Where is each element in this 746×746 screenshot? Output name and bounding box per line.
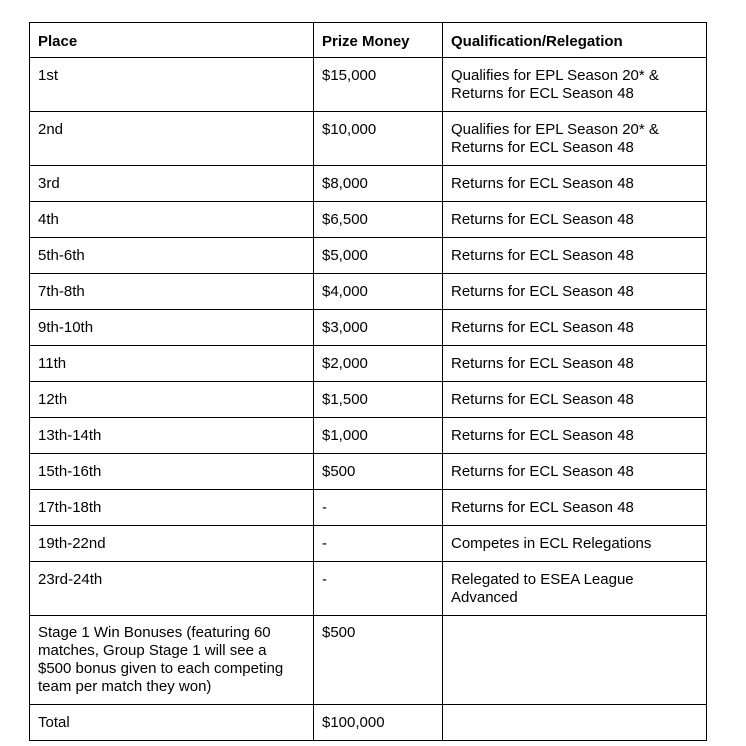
qualification-cell-line: Returns for ECL Season 48: [451, 427, 634, 444]
prize-cell: $5,000: [314, 238, 443, 274]
prize-cell: -: [314, 526, 443, 562]
place-cell: 3rd: [30, 166, 314, 202]
qualification-cell: [443, 418, 707, 454]
qualification-cell-line: Returns for ECL Season 48: [451, 463, 634, 480]
place-cell: 12th: [30, 382, 314, 418]
prize-cell: $10,000: [314, 112, 443, 166]
place-cell: 4th: [30, 202, 314, 238]
stage-bonus-description: [30, 616, 314, 705]
qualification-cell-line: Returns for ECL Season 48: [451, 85, 634, 102]
stage-bonus-description-line: team per match they won): [38, 678, 212, 695]
qualification-cell: [443, 562, 707, 616]
prize-cell: $1,500: [314, 382, 443, 418]
qualification-cell-line: Returns for ECL Season 48: [451, 211, 634, 228]
qualification-cell-line: Returns for ECL Season 48: [451, 247, 634, 264]
prize-cell: $6,500: [314, 202, 443, 238]
qualification-cell: [443, 274, 707, 310]
qualification-cell-line: Returns for ECL Season 48: [451, 355, 634, 372]
table-row: [30, 166, 707, 202]
place-cell: 13th-14th: [30, 418, 314, 454]
table-row: [30, 310, 707, 346]
qualification-cell-line: Qualifies for EPL Season 20* &: [451, 67, 659, 84]
qualification-cell-line: Returns for ECL Season 48: [451, 319, 634, 336]
qualification-cell: [443, 310, 707, 346]
prize-cell: $15,000: [314, 58, 443, 112]
prize-table: [29, 22, 707, 741]
place-cell: 23rd-24th: [30, 562, 314, 616]
stage-bonus-qualification: [443, 616, 707, 705]
place-cell: 9th-10th: [30, 310, 314, 346]
table-body: [30, 58, 707, 741]
prize-cell: $3,000: [314, 310, 443, 346]
qualification-cell: [443, 238, 707, 274]
place-cell: 2nd: [30, 112, 314, 166]
place-cell: 11th: [30, 346, 314, 382]
prize-cell: $8,000: [314, 166, 443, 202]
qualification-cell-line: Qualifies for EPL Season 20* &: [451, 121, 659, 138]
stage-bonus-description-line: Stage 1 Win Bonuses (featuring 60: [38, 624, 271, 641]
qualification-cell: [443, 454, 707, 490]
table-row: [30, 112, 707, 166]
place-cell: 19th-22nd: [30, 526, 314, 562]
total-label: Total: [30, 705, 314, 741]
prize-cell: $4,000: [314, 274, 443, 310]
qualification-cell-line: Relegated to ESEA League: [451, 571, 634, 588]
stage-bonus-row: [30, 616, 707, 705]
qualification-cell: [443, 112, 707, 166]
qualification-cell-line: Returns for ECL Season 48: [451, 499, 634, 516]
qualification-cell-line: Advanced: [451, 589, 518, 606]
header-row: [30, 23, 707, 58]
prize-cell: -: [314, 562, 443, 616]
qualification-cell: [443, 526, 707, 562]
qualification-cell: [443, 382, 707, 418]
stage-bonus-description-line: matches, Group Stage 1 will see a: [38, 642, 267, 659]
place-cell: 5th-6th: [30, 238, 314, 274]
header-place: Place: [30, 23, 314, 58]
table-row: [30, 418, 707, 454]
prize-cell: -: [314, 490, 443, 526]
place-cell: 1st: [30, 58, 314, 112]
qualification-cell-line: Competes in ECL Relegations: [451, 535, 652, 552]
qualification-cell: [443, 346, 707, 382]
total-prize: $100,000: [314, 705, 443, 741]
table-row: [30, 454, 707, 490]
table-row: [30, 382, 707, 418]
prize-cell: $500: [314, 454, 443, 490]
prize-cell: $2,000: [314, 346, 443, 382]
table-row: [30, 274, 707, 310]
table-row: [30, 346, 707, 382]
table-row: [30, 526, 707, 562]
place-cell: 17th-18th: [30, 490, 314, 526]
qualification-cell-line: Returns for ECL Season 48: [451, 283, 634, 300]
total-qualification: [443, 705, 707, 741]
stage-bonus-prize: $500: [314, 616, 443, 705]
qualification-cell-line: Returns for ECL Season 48: [451, 139, 634, 156]
qualification-cell: [443, 58, 707, 112]
stage-bonus-description-line: $500 bonus given to each competing: [38, 660, 284, 677]
table-row: [30, 490, 707, 526]
qualification-cell: [443, 490, 707, 526]
qualification-cell-line: Returns for ECL Season 48: [451, 175, 634, 192]
header-prize-money: Prize Money: [314, 23, 443, 58]
qualification-cell: [443, 166, 707, 202]
table-row: [30, 562, 707, 616]
place-cell: 15th-16th: [30, 454, 314, 490]
qualification-cell: [443, 202, 707, 238]
prize-cell: $1,000: [314, 418, 443, 454]
table-row: [30, 202, 707, 238]
qualification-cell-line: Returns for ECL Season 48: [451, 391, 634, 408]
place-cell: 7th-8th: [30, 274, 314, 310]
table-row: [30, 58, 707, 112]
header-qualification: Qualification/Relegation: [443, 23, 707, 58]
table-row: [30, 238, 707, 274]
total-row: [30, 705, 707, 741]
